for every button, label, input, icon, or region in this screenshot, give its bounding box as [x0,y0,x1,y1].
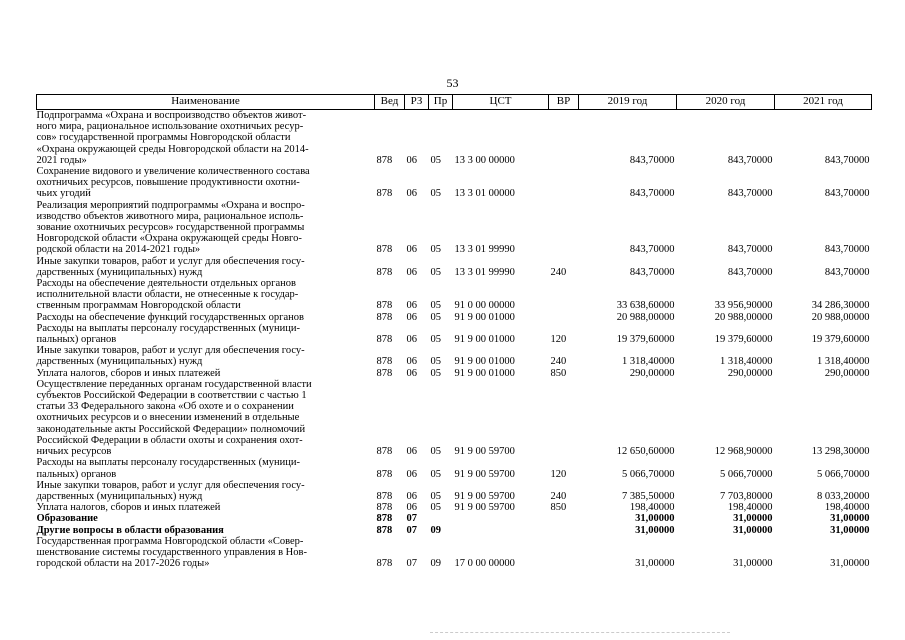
cell-ved: 878 [376,468,393,480]
cell-rz: 06 [406,367,417,379]
cell-ved: 878 [376,356,393,368]
col-2020-header: 2020 год [677,95,775,110]
cell-cst: 91 9 00 01000 [454,334,515,346]
cell-vr [549,513,579,524]
cell-rz: 06 [406,490,417,502]
col-rz-header: РЗ [405,95,429,110]
cell-rz: 06 [406,446,417,458]
cell-y2019: 290,00000 [629,367,675,379]
cell-y2019: 198,40000 [629,502,675,514]
table-row [37,536,872,570]
cell-cst: 91 9 00 59700 [454,468,515,480]
cell-name: Реализация мероприятий подпрограммы «Охрана и воспро- изводство объектов животного мира, рациональное исполь- зование охотничьих ресурсов» государственной программы Новгородской области «Охрана окружающей среды Новго- родской области на 2014-2021 годы» [36,199,305,256]
cell-y2021: 290,00000 [824,367,870,379]
cell-vr [549,278,579,312]
cell-y2021: 20 988,00000 [811,311,870,323]
cell-name: Уплата налогов, сборов и иных платежей [36,502,221,514]
cell-y2020: 1 318,40000 [720,356,773,368]
cell-name: Уплата налогов, сборов и иных платежей [36,367,221,379]
cell-vr: 120 [550,468,567,480]
cell-y2021: 31,00000 [830,558,870,570]
cell-y2021: 843,70000 [824,188,870,200]
cell-y2020: 31,00000 [733,558,773,570]
cell-ved: 878 [376,311,393,323]
table-row [37,323,872,345]
cell-rz: 06 [406,154,417,166]
table-row [37,278,872,312]
cell-rz: 06 [406,502,417,514]
cell-cst: 91 9 00 01000 [454,356,515,368]
cell-ved: 878 [376,244,393,256]
cell-name: Иные закупки товаров, работ и услуг для обеспечения госу- дарственных (муниципальных) нужд [36,479,305,502]
cell-ved: 878 [376,558,393,570]
cell-y2020: 31,00000 [733,524,773,536]
cell-y2019: 843,70000 [629,266,675,278]
cell-y2020: 843,70000 [727,154,773,166]
col-cst-header: ЦСТ [453,95,549,110]
cell-name: Расходы на обеспечение функций государственных органов [36,311,304,323]
cell-y2019: 19 379,60000 [616,334,675,346]
cell-y2020: 20 988,00000 [714,311,773,323]
cell-y2020: 198,40000 [727,502,773,514]
cell-y2021: 31,00000 [830,513,870,525]
cell-vr [549,525,579,536]
cell-ved: 878 [376,154,393,166]
cell-y2021: 19 379,60000 [811,334,870,346]
cell-y2021: 843,70000 [824,244,870,256]
cell-ved: 878 [376,300,393,312]
cell-name: Расходы на выплаты персоналу государственных (муници- пальных) органов [36,322,300,346]
cell-rz: 07 [406,513,417,525]
col-vr-header: ВР [549,95,579,110]
cell-vr: 850 [550,502,567,514]
cell-vr: 240 [550,356,567,368]
cell-y2019: 843,70000 [629,244,675,256]
cell-y2020: 31,00000 [733,513,773,525]
cell-y2019: 843,70000 [629,188,675,200]
table-row [37,525,872,536]
cell-y2021: 34 286,30000 [811,300,870,312]
cell-cst: 13 3 01 99990 [454,244,515,256]
cell-vr [549,166,579,200]
cell-y2019: 33 638,60000 [616,300,675,312]
table-row [37,368,872,379]
cell-ved: 878 [376,266,393,278]
cell-pr: 05 [430,311,441,323]
cell-ved: 878 [376,334,393,346]
cell-rz: 07 [406,558,417,570]
cell-pr: 05 [430,334,441,346]
cell-rz: 06 [406,334,417,346]
cell-pr: 05 [430,468,441,480]
cell-pr: 09 [430,558,441,570]
cell-y2019: 5 066,70000 [622,468,675,480]
table-row [37,345,872,367]
col-pr-header: Пр [429,95,453,110]
cell-y2020: 5 066,70000 [720,468,773,480]
cell-ved: 878 [376,490,393,502]
cell-name: Иные закупки товаров, работ и услуг для обеспечения госу- дарственных (муниципальных) нужд [36,255,305,278]
table-row [37,379,872,457]
cell-cst: 91 9 00 59700 [454,502,515,514]
cell-vr [549,312,579,323]
cell-rz: 06 [406,266,417,278]
cell-vr [549,110,579,167]
table-row [37,200,872,256]
cell-vr: 240 [550,266,567,278]
cell-cst [453,513,549,524]
cell-pr: 05 [430,356,441,368]
cell-y2019: 31,00000 [635,513,675,525]
cell-ved: 878 [376,513,393,525]
table-row [37,256,872,278]
cell-vr [549,379,579,457]
cell-vr: 240 [550,490,567,502]
cell-cst [453,525,549,536]
cell-name: Образование [36,513,98,525]
col-2019-header: 2019 год [579,95,677,110]
cell-name: Расходы на выплаты персоналу государственных (муници- пальных) органов [36,457,300,480]
footer-divider [430,632,730,635]
table-body [37,110,872,570]
table-row [37,312,872,323]
cell-cst: 17 0 00 00000 [454,558,515,570]
cell-y2020: 843,70000 [727,188,773,200]
cell-name: Сохранение видового и увеличение количественного состава охотничьих ресурсов, повышение продуктивности охотни- чьих угодий [36,166,310,200]
cell-rz: 06 [406,311,417,323]
col-name-header: Наименование [37,95,375,110]
cell-rz: 06 [406,356,417,368]
cell-vr: 850 [550,367,567,379]
cell-pr: 05 [430,446,441,458]
cell-y2020: 290,00000 [727,367,773,379]
cell-name: Расходы на обеспечение деятельности отдельных органов исполнительной власти области, не отнесенные к государ- ственным программам Новгородской области [36,278,299,312]
table-header [37,95,872,110]
cell-y2019: 12 650,60000 [616,446,675,458]
cell-pr: 05 [430,188,441,200]
cell-cst: 13 3 01 00000 [454,188,515,200]
cell-vr [549,200,579,256]
cell-name: Государственная программа Новгородской области «Совер- шенствование системы государственного управления в Нов- городской области на 2017-2026 годы» [36,535,307,570]
cell-vr: 120 [550,334,567,346]
cell-y2021: 31,00000 [830,524,870,536]
cell-pr: 05 [430,490,441,502]
budget-table [36,94,872,569]
col-2021-header: 2021 год [775,95,872,110]
cell-y2021: 5 066,70000 [817,468,870,480]
cell-y2021: 8 033,20000 [817,490,870,502]
cell-pr: 05 [430,300,441,312]
cell-y2020: 7 703,80000 [720,490,773,502]
cell-ved: 878 [376,502,393,514]
cell-y2019: 7 385,50000 [622,490,675,502]
cell-y2020: 19 379,60000 [714,334,773,346]
cell-pr: 05 [430,266,441,278]
table-row [37,480,872,502]
cell-ved: 878 [376,446,393,458]
cell-cst: 13 3 00 00000 [454,154,515,166]
cell-pr [429,513,453,524]
cell-cst: 91 9 00 01000 [454,367,515,379]
cell-rz: 06 [406,244,417,256]
cell-name: Другие вопросы в области образования [36,524,224,536]
cell-pr: 05 [430,367,441,379]
cell-y2021: 198,40000 [824,502,870,514]
cell-y2019: 843,70000 [629,154,675,166]
cell-y2021: 843,70000 [824,154,870,166]
cell-rz: 06 [406,300,417,312]
cell-pr: 05 [430,244,441,256]
table-row [37,502,872,513]
cell-pr: 09 [430,524,441,536]
cell-ved: 878 [376,367,393,379]
cell-y2021: 1 318,40000 [817,356,870,368]
cell-y2019: 31,00000 [635,558,675,570]
cell-y2019: 1 318,40000 [622,356,675,368]
cell-y2021: 843,70000 [824,266,870,278]
cell-rz: 06 [406,468,417,480]
cell-name: Иные закупки товаров, работ и услуг для обеспечения госу- дарственных (муниципальных) нужд [36,345,305,368]
table-row [37,166,872,200]
cell-name: Осуществление переданных органам государственной власти субъектов Российской Федерации в соответствии с частью 1 статьи 33 Федерального закона «Об охоте и о сохранении охотничьих ресурсов и о внесении изменений в отдельные законодательные акты Российской Федерации» полномочий Российской Федерации в области охоты и сохранения охот- ничьих ресурсов [36,378,312,458]
cell-y2021: 13 298,30000 [811,446,870,458]
cell-pr: 05 [430,502,441,514]
page-number: 53 [446,76,459,90]
cell-rz: 07 [406,524,417,536]
cell-y2020: 33 956,90000 [714,300,773,312]
cell-ved: 878 [376,524,393,536]
table-row [37,513,872,524]
cell-y2020: 843,70000 [727,244,773,256]
table-row [37,457,872,479]
cell-vr [549,536,579,570]
cell-y2020: 12 968,90000 [714,446,773,458]
col-ved-header: Вед [375,95,405,110]
cell-cst: 91 9 00 59700 [454,490,515,502]
cell-ved: 878 [376,188,393,200]
cell-cst: 13 3 01 99990 [454,266,515,278]
table-row [37,110,872,167]
cell-y2019: 20 988,00000 [616,311,675,323]
cell-y2019: 31,00000 [635,524,675,536]
cell-cst: 91 0 00 00000 [454,300,515,312]
cell-rz: 06 [406,188,417,200]
cell-name: Подпрограмма «Охрана и воспроизводство объектов живот- ного мира, рациональное использование охотничьих ресур- сов» государственной программы Новгородской области «Охрана окружающей среды Новгородской области на 2014- 2021 годы» [36,110,309,166]
cell-pr: 05 [430,154,441,166]
cell-cst: 91 9 00 01000 [454,311,515,323]
cell-cst: 91 9 00 59700 [454,446,515,458]
cell-y2020: 843,70000 [727,266,773,278]
